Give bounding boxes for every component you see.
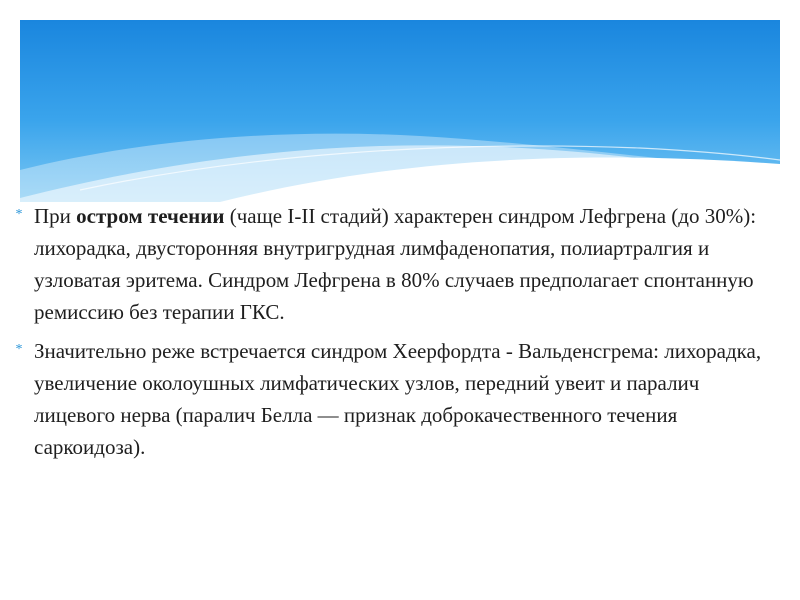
bullet-text: Значительно реже встречается синдром Хеерфордта - Вальденсгрема: лихорадка, увеличение околоушных лимфатических узлов, передний увеит и паралич лицевого нерва (паралич Белла — признак доброкачественного течения саркоидоза). <box>34 339 762 459</box>
bullet-text-bold: остром течении <box>76 204 225 228</box>
header-banner <box>20 20 780 202</box>
bullet-star-icon: * <box>15 342 23 357</box>
sky-wave-graphic <box>20 20 780 202</box>
bullet-item <box>12 200 782 328</box>
bullet-text-rest: (чаще I-II стадий) характерен синдром Лефгрена (до 30%): лихорадка, двусторонняя внутригрудная лимфаденопатия, полиартралгия и узловатая эритема. Синдром Лефгрена в 80% случаев предполагает спонтанную ремиссию без терапии ГКС. <box>34 204 757 324</box>
bullet-item <box>12 335 782 463</box>
slide-content <box>12 200 782 470</box>
bullet-star-icon: * <box>15 207 23 222</box>
bullet-text-prefix: При <box>34 204 77 228</box>
